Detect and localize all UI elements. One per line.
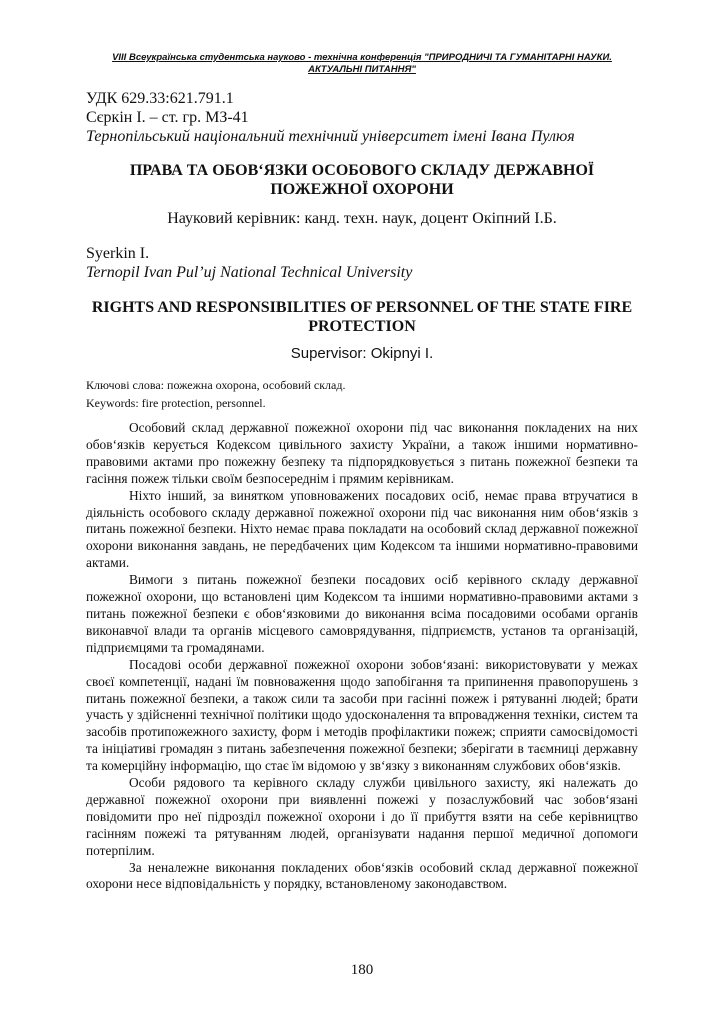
body-paragraph: Ніхто інший, за винятком уповноважених посадових осіб, немає права втручатися в діяльність особового складу державної пожежної охорони під час виконання ним обов‘язків з питань пожежної безпеки. Ніхто немає права покладати на особовий склад державної пожежної охорони виконання завдань, не передбачених цим Кодексом та іншими нормативно-правовими актами. <box>86 487 638 571</box>
body-paragraph: Особи рядового та керівного складу служби цивільного захисту, які належать до державної пожежної охорони при виявленні пожежі у позаслужбовий час зобов‘язані повідомити про неї підрозділ пожежної охорони і до її прибуття взяти на себе керівництво гасінням пожежі та рятуванням людей, організувати надання першої медичної допомоги потерпілим. <box>86 775 638 858</box>
body-paragraph: Особовий склад державної пожежної охорони під час виконання покладених на них обов‘язків керується Кодексом цивільного захисту України, а також іншими нормативно-правовими актами про пожежну безпеку та підпорядковується з питань пожежної безпеки та гасіння пожеж тільки своїм безпосереднім і прямим керівникам. <box>86 420 638 486</box>
affiliation-ua: Тернопільський національний технічний університет імені Івана Пулюя <box>86 128 575 145</box>
keywords-en: Keywords: fire protection, personnel. <box>86 396 266 410</box>
keywords-ua: Ключові слова: пожежна охорона, особовий склад. <box>86 378 346 392</box>
title-ua: ПРАВА ТА ОБОВ‘ЯЗКИ ОСОБОВОГО СКЛАДУ ДЕРЖАВНОЇ ПОЖЕЖНОЇ ОХОРОНИ <box>129 162 595 198</box>
article-body <box>86 420 638 893</box>
udc-code: УДК 629.33:621.791.1 <box>86 90 234 107</box>
affiliation-en: Ternopil Ivan Pul’uj National Technical University <box>86 264 413 281</box>
title-en: RIGHTS AND RESPONSIBILITIES OF PERSONNEL OF THE STATE FIRE PROTECTION <box>91 299 633 335</box>
body-paragraph: За неналежне виконання покладених обов‘язків особовий склад державної пожежної охорони несе відповідальність у порядку, встановленому законодавством. <box>86 859 638 892</box>
page-number: 180 <box>350 962 374 978</box>
conference-header: VIII Всеукраїнська студентська науково - технічна конференція "ПРИРОДНИЧІ ТА ГУМАНІТАРНІ НАУКИ. АКТУАЛЬНІ ПИТАННЯ" <box>112 52 612 75</box>
body-paragraph: Посадові особи державної пожежної охорони зобов‘язані: використовувати у межах своєї компетенції, надані їм повноваження щодо запобігання та припинення правопорушень з питань пожежної безпеки, а також сили та засоби при гасінні пожеж і рятуванні людей; брати участь у здійсненні технічної політики щодо удосконалення та впровадження техніки, систем та засобів протипожежного захисту, форм і методів профілактики пожеж; сприяти самосвідомості та ініціативі громадян з питань забезпечення пожежної безпеки; зберігати в таємниці державну та комерційну інформацію, що стає їм відомою у зв‘язку з виконанням службових обов‘язків. <box>86 656 638 774</box>
supervisor-en: Supervisor: Okipnyi I. <box>290 345 434 362</box>
body-paragraph: Вимоги з питань пожежної безпеки посадових осіб керівного складу державної пожежної охорони, що встановлені цим Кодексом та іншими нормативно-правовими актами з питань пожежної безпеки є обов‘язковими до виконання всіма посадовими особами органів виконавчої влади та органів місцевого самоврядування, підприємств, установ та організацій, підприємцями та громадянами. <box>86 572 638 655</box>
supervisor-ua: Науковий керівник: канд. техн. наук, доцент Окіпний І.Б. <box>167 210 557 227</box>
author-ua: Сєркін І. – ст. гр. МЗ-41 <box>86 109 249 126</box>
author-en: Syerkin I. <box>86 245 150 262</box>
